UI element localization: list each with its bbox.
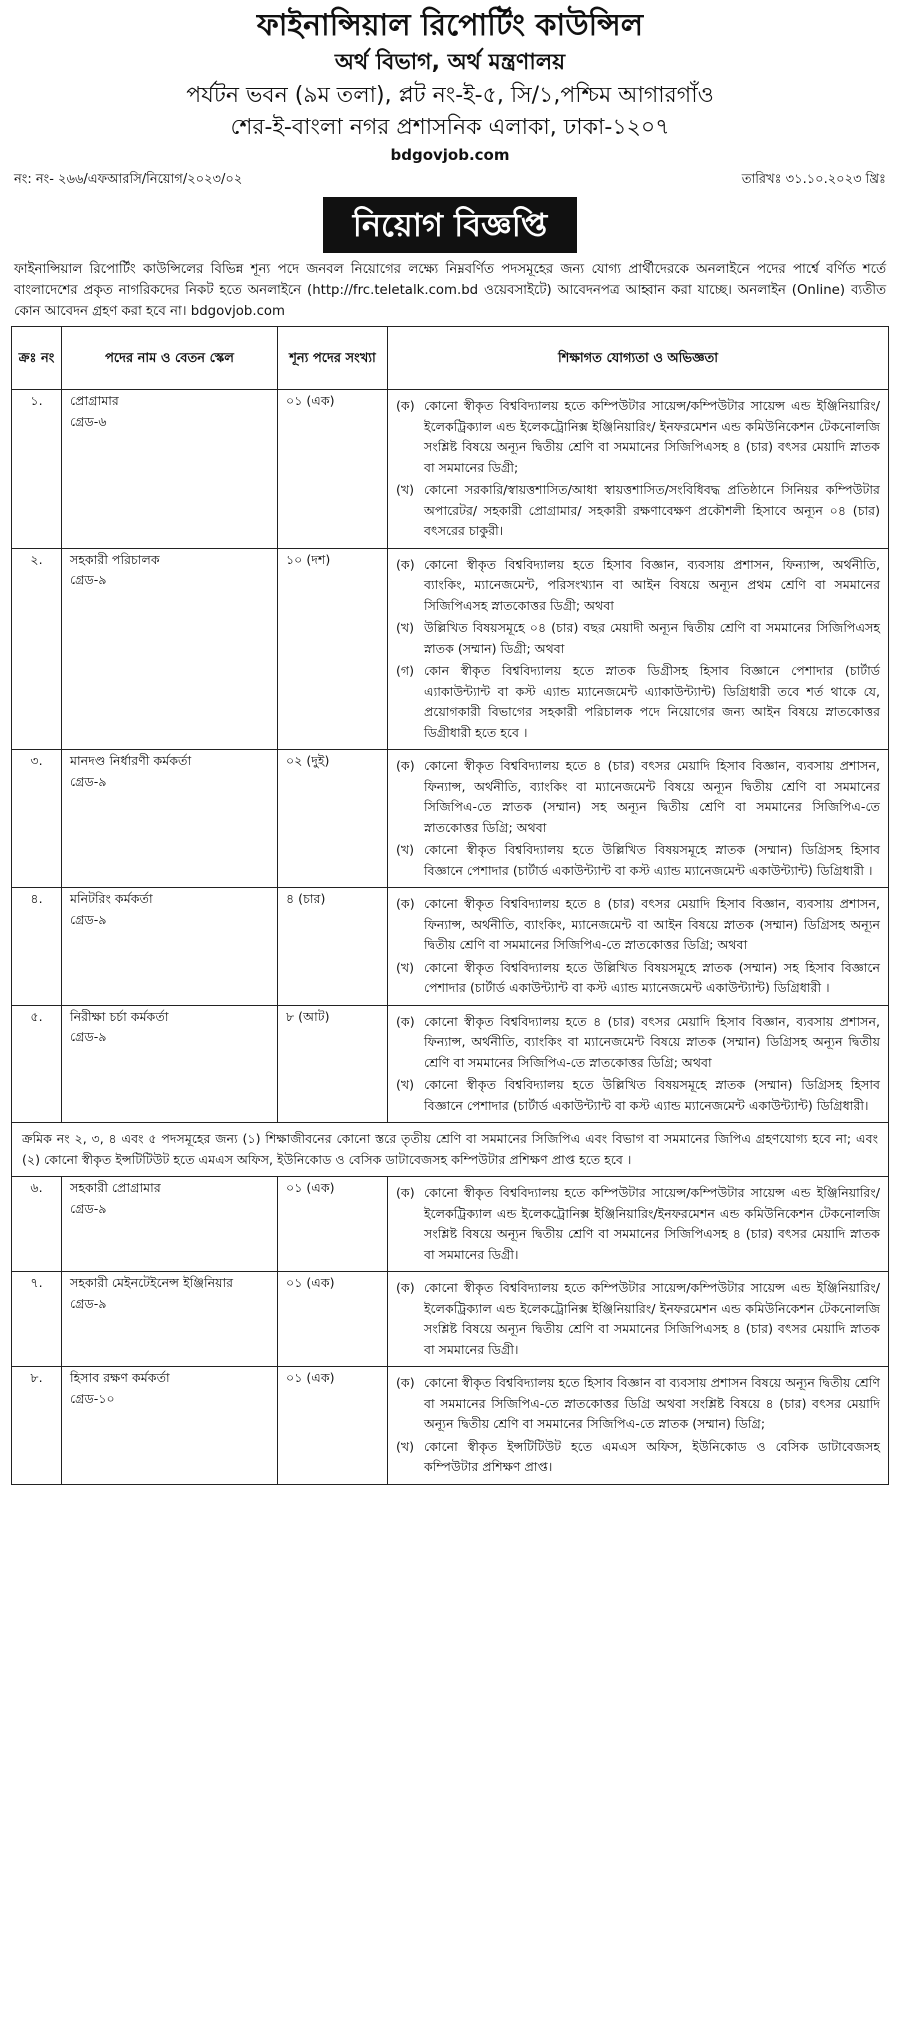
qualification-cell: [388, 888, 889, 1006]
qualification-marker: (খ): [396, 1077, 415, 1092]
post-cell: [62, 750, 278, 888]
qualification-text: উল্লিখিত বিষয়সমূহে ০৪ (চার) বছর মেয়াদী অন্যূন দ্বিতীয় শ্রেণি বা সমমানের সিজিপিএসহ স্নাতক (সম্মান) ডিগ্রী; অথবা: [424, 620, 880, 656]
post-cell: [62, 1367, 278, 1485]
qualification-item: [396, 958, 880, 999]
qualification-cell: [388, 390, 889, 549]
post-name: প্রোগ্রামার: [70, 393, 119, 408]
qualification-text: কোনো স্বীকৃত ইন্সটিটিউট হতে এমএস অফিস, ইউনিকোড ও বেসিক ডাটাবেজসহ কম্পিউটার প্রশিক্ষণ প্রাপ্ত।: [424, 1438, 880, 1474]
qualification-item: [396, 1278, 880, 1360]
qualification-cell: [388, 1272, 889, 1367]
table-row: [12, 1005, 889, 1123]
qualification-marker: (ক): [396, 556, 415, 572]
qualification-text: কোনো স্বীকৃত বিশ্ববিদ্যালয় হতে কম্পিউটার সায়েন্স/কম্পিউটার সায়েন্স এন্ড ইঞ্জিনিয়ারিং/ইলেকট্রিক্যাল এন্ড ইলেকট্রোনিক্স ইঞ্জিনিয়ারিং/ ইনফরমেশন এন্ড কমিউনিকেশন টেকনোলজি সংশ্লিষ্ট বিষয়ে অন্যূন দ্বিতীয় শ্রেণি বা সমমানের সিজিপিএসহ ৪ (চার) বৎসর মেয়াদি স্নাতক বা সমমানের ডিগ্রী;: [424, 398, 880, 475]
header-vacancy: শূন্য পদের সংখ্যা: [278, 327, 388, 390]
qualification-item: [396, 661, 880, 743]
post-cell: [62, 548, 278, 750]
qualification-marker: (ক): [396, 398, 415, 413]
qualification-text: কোনো স্বীকৃত বিশ্ববিদ্যালয় হতে ৪ (চার) বৎসর মেয়াদি হিসাব বিজ্ঞান, ব্যবসায় প্রশাসন, ফিন্যান্স, অর্থনীতি, ব্যাংকিং বা ম্যানেজমেন্ট বিষয়ে স্নাতক (সম্মান) ডিগ্রিসহ অন্যূন দ্বিতীয় শ্রেণি বা সমমানের সিজিপিএ-তে স্নাতকোত্তর ডিগ্রি; অথবা: [424, 1013, 880, 1070]
notice-date: তারিখঃ ৩১.১০.২০২৩ খ্রিঃ: [741, 172, 886, 187]
qualification-cell: [388, 1177, 889, 1272]
table-header-row: [12, 327, 889, 390]
serial-cell: ৭.: [12, 1272, 62, 1367]
qualification-item: [396, 1183, 880, 1265]
post-cell: [62, 1005, 278, 1123]
qualification-text: কোনো স্বীকৃত বিশ্ববিদ্যালয় হতে কম্পিউটার সায়েন্স/কম্পিউটার সায়েন্স এন্ড ইঞ্জিনিয়ারিং/ ইলেকট্রিক্যাল এন্ড ইলেকট্রোনিক্স ইঞ্জিনিয়ারিং/ইনফরমেশন এন্ড কমিউনিকেশন টেকনোলজি সংশ্লিষ্ট বিষয়ে অন্যূন দ্বিতীয় শ্রেণি বা সমমানের সিজিপিএসহ ৪ (চার) বৎসর মেয়াদি স্নাতক বা সমমানের ডিগ্রী।: [424, 1185, 880, 1262]
qualification-marker: (ক): [396, 1185, 415, 1200]
serial-cell: ১.: [12, 390, 62, 549]
vacancy-cell: ০১ (এক): [278, 1177, 388, 1272]
post-name: সহকারী প্রোগ্রামার: [70, 1180, 161, 1195]
table-row: [12, 1272, 889, 1367]
pay-grade: গ্রেড-৯: [70, 1200, 107, 1216]
post-cell: [62, 1272, 278, 1367]
qualification-marker: (খ): [396, 842, 415, 857]
post-cell: [62, 888, 278, 1006]
qualification-item: [396, 396, 880, 478]
post-name: নিরীক্ষা চর্চা কর্মকর্তা: [70, 1008, 169, 1024]
site-watermark: bdgovjob.com: [390, 146, 510, 164]
address-line-1: পর্যটন ভবন (৯ম তলা), প্লট নং-ই-৫, সি/১,পশ্চিম আগারগাঁও: [186, 83, 714, 108]
eligibility-note-row: [12, 1123, 889, 1177]
qualification-item: [396, 480, 880, 542]
qualification-marker: (ক): [396, 1280, 415, 1295]
pay-grade: গ্রেড-১০: [70, 1390, 115, 1406]
eligibility-note: ক্রমিক নং ২, ৩, ৪ এবং ৫ পদসমূহের জন্য (১) শিক্ষাজীবনের কোনো স্তরে তৃতীয় শ্রেণি বা সমমানের সিজিপিএ এবং বিভাগ বা সমমানের জিপিএ গ্রহণযোগ্য হবে না; এবং (২) কোনো স্বীকৃত ইন্সটিটিউট হতে এমএস অফিস, ইউনিকোড ও বেসিক ডাটাবেজসহ কম্পিউটার প্রশিক্ষণ প্রাপ্ত হতে হবে ।: [12, 1123, 889, 1177]
qualification-marker: (ক): [396, 1375, 415, 1390]
qualification-cell: [388, 750, 889, 888]
qualification-marker: (খ): [396, 1438, 415, 1454]
qualification-item: [396, 555, 880, 617]
qualification-text: কোনো স্বীকৃত বিশ্ববিদ্যালয় হতে ৪ (চার) বৎসর মেয়াদি হিসাব বিজ্ঞান, ব্যবসায় প্রশাসন, ফিন্যান্স, অর্থনীতি, ব্যাংকিং, ম্যানেজমেন্ট বা আইন বিষয়ে স্নাতক (সম্মান) ডিগ্রিসহ অন্যূন দ্বিতীয় শ্রেণি বা সমমানের সিজিপিএ-তে স্নাতকোত্তর ডিগ্রি; অথবা: [424, 896, 880, 952]
pay-grade: গ্রেড-৯: [70, 1295, 107, 1311]
division-name: অর্থ বিভাগ, অর্থ মন্ত্রণালয়: [334, 50, 566, 75]
qualification-text: কোনো স্বীকৃত বিশ্ববিদ্যালয় হতে উল্লিখিত বিষয়সমূহে স্নাতক (সম্মান) ডিগ্রিসহ হিসাব বিজ্ঞানে পেশাদার (চার্টার্ড একাউন্ট্যান্ট বা কস্ট এ্যান্ড ম্যানেজমেন্ট একাউন্ট্যান্ট) ডিগ্রিধারী ।: [424, 842, 880, 878]
qualification-text: কোনো স্বীকৃত বিশ্ববিদ্যালয় হতে ৪ (চার) বৎসর মেয়াদি হিসাব বিজ্ঞান, ব্যবসায় প্রশাসন, ফিন্যান্স, অর্থনীতি, ব্যাংকিং বা ম্যানেজমেন্ট বিষয়ে অন্যূন দ্বিতীয় শ্রেণি বা সমমানের সিজিপিএ-তে স্নাতক (সম্মান) সহ অন্যূন দ্বিতীয় শ্রেণি বা সমমানের সিজিপিএ-তে স্নাতকোত্তর ডিগ্রি; অথবা: [424, 758, 880, 835]
qualification-item: [396, 756, 880, 838]
qualification-cell: [388, 548, 889, 750]
serial-cell: ৮.: [12, 1367, 62, 1485]
vacancy-cell: ৪ (চার): [278, 888, 388, 1006]
qualification-text: কোন স্বীকৃত বিশ্ববিদ্যালয় হতে স্নাতক ডিগ্রীসহ হিসাব বিজ্ঞানে পেশাদার (চার্টার্ড এ্যাকাউন্ট্যান্ট বা কস্ট এ্যান্ড ম্যানেজমেন্ট এ্যাকাউন্ট্যান্ট) ডিগ্রিধারী তবে শর্ত থাকে যে, প্রয়োগকারী বিভাগের সহকারী পরিচালক পদে নিয়োগের জন্য আইন বিষয়ে স্নাতকোত্তর ডিগ্রীধারী হতে হবে ।: [424, 663, 880, 740]
post-name: সহকারী মেইনটেইনেন্স ইঞ্জিনিয়ার: [70, 1275, 234, 1290]
header-post: পদের নাম ও বেতন স্কেল: [62, 327, 278, 390]
serial-cell: ২.: [12, 548, 62, 750]
table-row: [12, 1177, 889, 1272]
post-name: মনিটরিং কর্মকর্তা: [70, 891, 153, 906]
vacancy-cell: ০১ (এক): [278, 1272, 388, 1367]
qualification-item: [396, 1373, 880, 1435]
vacancy-cell: ১০ (দশ): [278, 548, 388, 750]
table-row: [12, 548, 889, 750]
serial-cell: ৫.: [12, 1005, 62, 1123]
qualification-text: কোনো স্বীকৃত বিশ্ববিদ্যালয় হতে হিসাব বিজ্ঞান বা ব্যবসায় প্রশাসন বিষয়ে অন্যূন দ্বিতীয় শ্রেণি বা সমমানের সিজিপিএ-তে স্নাতকোত্তর ডিগ্রি অথবা সংশ্লিষ্ট বিষয়ে ৪ (চার) বৎসর মেয়াদি অন্যূন দ্বিতীয় শ্রেণি বা সমমানের সিজিপিএ-তে স্নাতক (সম্মান) ডিগ্রি;: [424, 1375, 880, 1431]
vacancy-cell: ৮ (আট): [278, 1005, 388, 1123]
post-name: হিসাব রক্ষণ কর্মকর্তা: [70, 1370, 170, 1385]
qualification-marker: (খ): [396, 482, 415, 497]
post-cell: [62, 390, 278, 549]
vacancy-cell: ০২ (দুই): [278, 750, 388, 888]
pay-grade: গ্রেড-৯: [70, 773, 107, 789]
qualification-marker: (ক): [396, 758, 415, 773]
table-row: [12, 888, 889, 1006]
vacancy-table: [11, 326, 889, 1485]
post-cell: [62, 1177, 278, 1272]
post-name: সহকারী পরিচালক: [70, 551, 160, 567]
qualification-marker: (খ): [396, 620, 415, 635]
intro-paragraph: ফাইনান্সিয়াল রিপোর্টিং কাউন্সিলের বিভিন্ন শূন্য পদে জনবল নিয়োগের লক্ষ্যে নিম্নবর্ণিত পদসমূহের জন্য যোগ্য প্রার্থীদেরকে অনলাইনে পদের পার্শ্বে বর্ণিত শর্তে বাংলাদেশের প্রকৃত নাগরিকদের নিকট হতে অনলাইনে (http://frc.teletalk.com.bd ওয়েবসাইটে) আবেদনপত্র আহ্বান করা যাচ্ছে। অনলাইন (Online) ব্যতীত কোন আবেদন গ্রহণ করা হবে না। bdgovjob.com: [14, 262, 886, 319]
serial-cell: ৬.: [12, 1177, 62, 1272]
header-qualification: শিক্ষাগত যোগ্যতা ও অভিজ্ঞতা: [388, 327, 889, 390]
qualification-text: কোনো সরকারি/স্বায়ত্তশাসিত/আধা স্বায়ত্তশাসিত/সংবিধিবদ্ধ প্রতিষ্ঠানে সিনিয়র কম্পিউটার অপারেটর/ সহকারী প্রোগ্রামার/ সহকারী রক্ষণাবেক্ষণ প্রকৌশলী হিসাবে অন্যূন ০৪ (চার) বৎসরের চাকুরী।: [424, 482, 880, 538]
pay-grade: গ্রেড-৯: [70, 572, 107, 587]
qualification-marker: (গ): [396, 663, 415, 678]
header-serial: ক্রঃ নং: [12, 327, 62, 390]
post-name: মানদণ্ড নির্ধারণী কর্মকর্তা: [70, 753, 192, 768]
vacancy-cell: ০১ (এক): [278, 390, 388, 549]
qualification-item: [396, 618, 880, 659]
qualification-item: [396, 1012, 880, 1074]
qualification-marker: (ক): [396, 1013, 415, 1029]
reference-row: [0, 170, 900, 191]
qualification-marker: (ক): [396, 896, 415, 911]
qualification-item: [396, 1437, 880, 1478]
pay-grade: গ্রেড-৯: [70, 911, 107, 927]
qualification-text: কোনো স্বীকৃত বিশ্ববিদ্যালয় হতে উল্লিখিত বিষয়সমূহে স্নাতক (সম্মান) ডিগ্রিসহ হিসাব বিজ্ঞানে পেশাদার (চার্টার্ড একাউন্ট্যান্ট বা কস্ট এ্যান্ড ম্যানেজমেন্ট একাউন্ট্যান্ট) ডিগ্রিধারী।: [424, 1077, 880, 1113]
qualification-cell: [388, 1367, 889, 1485]
pay-grade: গ্রেড-৯: [70, 1029, 107, 1044]
notice-title: নিয়োগ বিজ্ঞপ্তি: [323, 197, 577, 253]
address-line-2: শের-ই-বাংলা নগর প্রশাসনিক এলাকা, ঢাকা-১২০৭: [230, 115, 670, 140]
qualification-marker: (খ): [396, 959, 415, 975]
table-row: [12, 1367, 889, 1485]
qualification-text: কোনো স্বীকৃত বিশ্ববিদ্যালয় হতে হিসাব বিজ্ঞান, ব্যবসায় প্রশাসন, ফিন্যান্স, অর্থনীতি, ব্যাংকিং, ম্যানেজমেন্ট, পরিসংখ্যান বা আইন বিষয়ে অন্যূন প্রথম শ্রেণি বা সমমানের সিজিপিএসহ স্নাতকোত্তর ডিগ্রী; অথবা: [424, 556, 880, 613]
letterhead: [0, 0, 900, 164]
qualification-text: কোনো স্বীকৃত বিশ্ববিদ্যালয় হতে কম্পিউটার সায়েন্স/কম্পিউটার সায়েন্স এন্ড ইঞ্জিনিয়ারিং/ ইলেকট্রিক্যাল এন্ড ইলেকট্রোনিক্স ইঞ্জিনিয়ারিং/ ইনফরমেশন এন্ড কমিউনিকেশন টেকনোলজি সংশ্লিষ্ট বিষয়ে অন্যূন দ্বিতীয় শ্রেণি বা সমমানের সিজিপিএসহ ৪ (চার) বৎসর মেয়াদি স্নাতক বা সমমানের ডিগ্রী।: [424, 1280, 880, 1357]
table-row: [12, 750, 889, 888]
vacancy-cell: ০১ (এক): [278, 1367, 388, 1485]
qualification-cell: [388, 1005, 889, 1123]
serial-cell: ৪.: [12, 888, 62, 1006]
pay-grade: গ্রেড-৬: [70, 413, 107, 429]
table-row: [12, 390, 889, 549]
serial-cell: ৩.: [12, 750, 62, 888]
qualification-text: কোনো স্বীকৃত বিশ্ববিদ্যালয় হতে উল্লিখিত বিষয়সমূহে স্নাতক (সম্মান) সহ হিসাব বিজ্ঞানে পেশাদার (চার্টার্ড একাউন্ট্যান্ট বা কস্ট এ্যান্ড ম্যানেজমেন্ট একাউন্ট্যান্ট) ডিগ্রিধারী ।: [424, 959, 880, 995]
qualification-item: [396, 894, 880, 956]
organization-name: ফাইনান্সিয়াল রিপোর্টিং কাউন্সিল: [256, 8, 644, 43]
reference-number: নং: নং- ২৬৬/এফআরসি/নিয়োগ/২০২৩/০২: [14, 172, 243, 187]
qualification-item: [396, 840, 880, 881]
qualification-item: [396, 1075, 880, 1116]
